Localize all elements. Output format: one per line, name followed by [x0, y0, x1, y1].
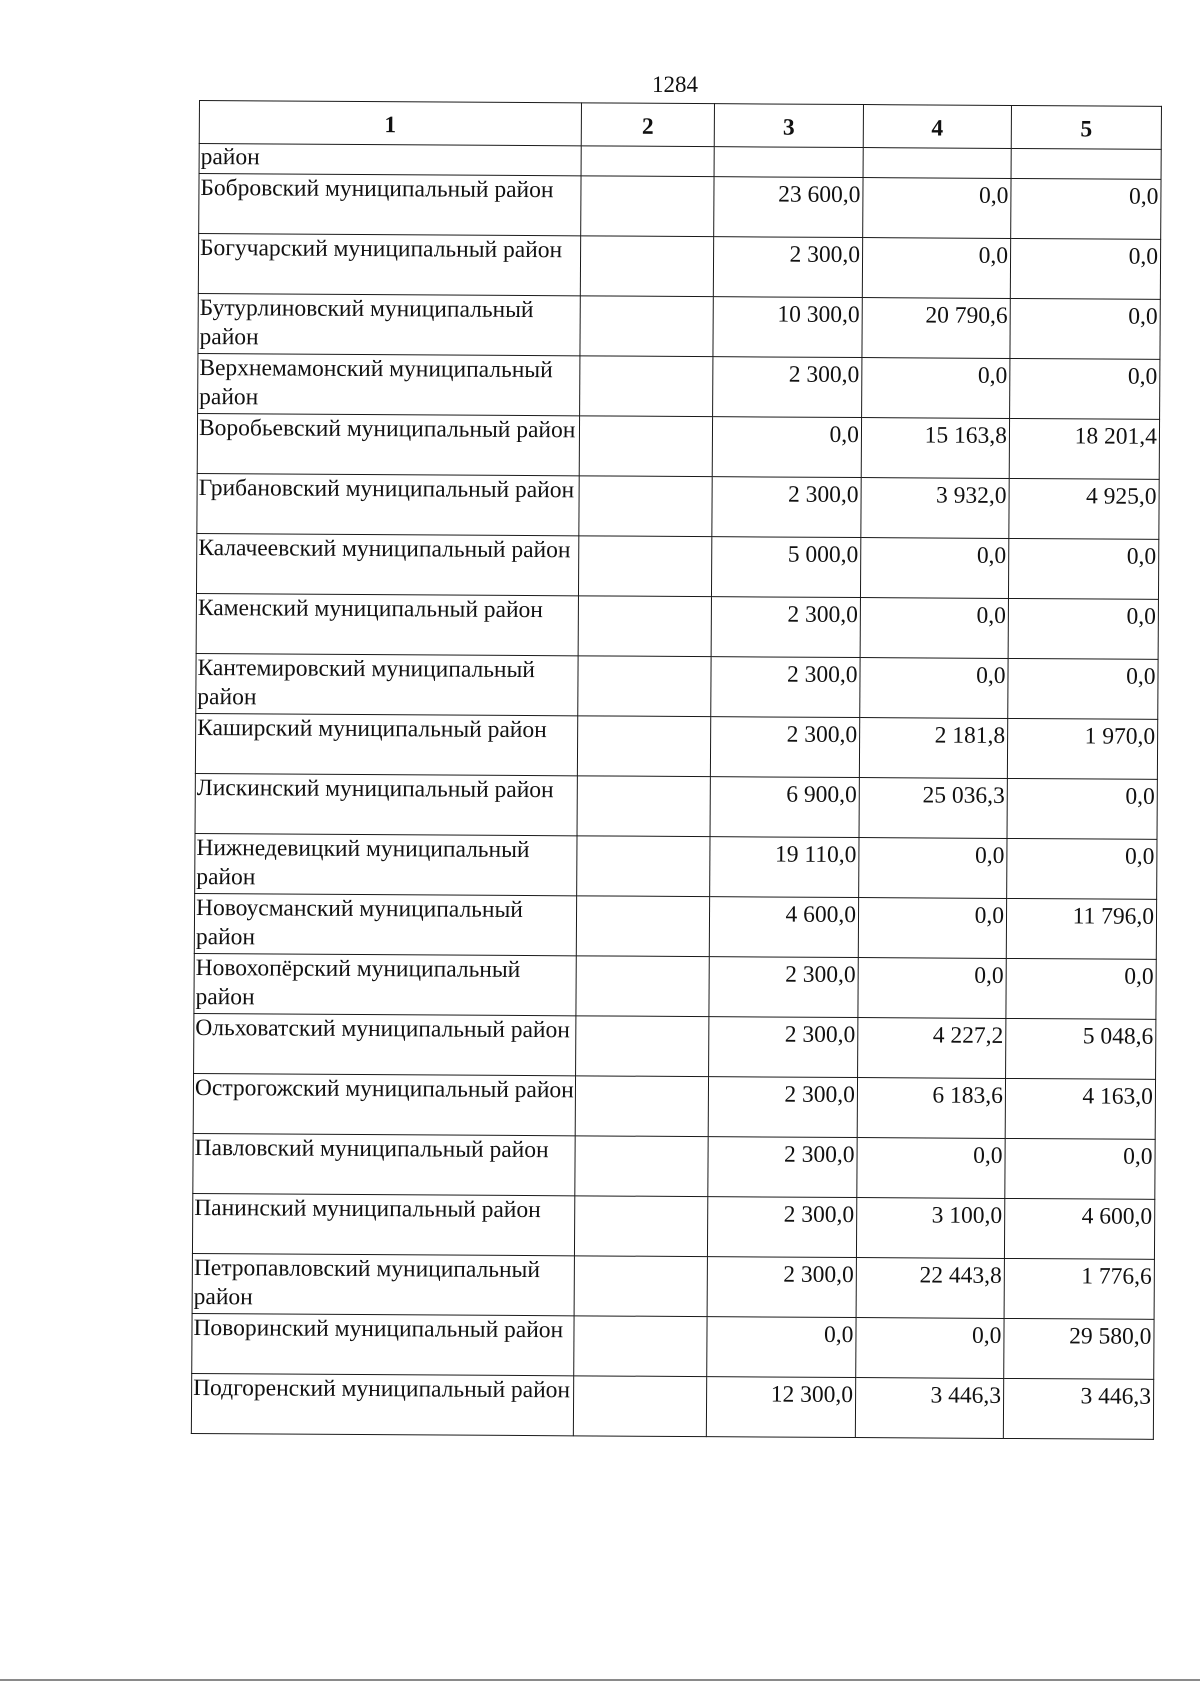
cell-col2 [577, 776, 710, 837]
cell-col4: 0,0 [860, 598, 1008, 659]
table-row [194, 1013, 1156, 1079]
cell-col3: 2 300,0 [708, 1077, 857, 1138]
cell-col2 [575, 1136, 708, 1197]
table-row [191, 1373, 1153, 1439]
cell-col2 [577, 716, 710, 777]
cell-col4: 25 036,3 [859, 778, 1007, 839]
table-row [192, 1193, 1154, 1259]
cell-name: Панинский муниципальный район [192, 1193, 574, 1255]
budget-table-container [191, 100, 1161, 1440]
cell-col4: 0,0 [856, 1318, 1004, 1379]
cell-col3: 2 300,0 [709, 957, 858, 1018]
cell-name: Каширский муниципальный район [195, 713, 577, 775]
cell-name: Поворинский муниципальный район [192, 1313, 574, 1375]
cell-col3: 0,0 [712, 417, 861, 478]
cell-col4: 0,0 [860, 658, 1008, 719]
cell-col3: 2 300,0 [708, 1137, 857, 1198]
cell-col2 [579, 416, 712, 477]
cell-col3: 4 600,0 [709, 897, 858, 958]
cell-name: Новохопёрский муниципальный район [194, 953, 576, 1015]
cell-col3: 2 300,0 [707, 1197, 856, 1258]
cell-col4: 22 443,8 [856, 1258, 1004, 1319]
cell-name: Острогожский муниципальный район [193, 1073, 575, 1135]
cell-col2 [576, 1016, 709, 1077]
cell-col4: 0,0 [858, 898, 1006, 959]
cell-name: Воробьевский муниципальный район [197, 413, 579, 475]
cell-col3: 2 300,0 [713, 357, 862, 418]
cell-col4: 4 227,2 [858, 1018, 1006, 1079]
cell-col3: 23 600,0 [714, 177, 863, 238]
cell-name: Петропавловский муниципальный район [192, 1253, 574, 1315]
cell-col3: 0,0 [707, 1317, 856, 1378]
cell-col2 [581, 146, 714, 177]
table-row [193, 1133, 1155, 1199]
page-number: 1284 [652, 72, 698, 97]
cell-col5: 1 970,0 [1007, 718, 1157, 779]
cell-col5: 1 776,6 [1004, 1258, 1154, 1319]
table-row [195, 713, 1157, 779]
cell-col4: 0,0 [859, 838, 1007, 899]
cell-col5: 5 048,6 [1006, 1018, 1156, 1079]
cell-col5: 3 446,3 [1003, 1378, 1153, 1439]
table-row [197, 413, 1159, 479]
cell-col5: 0,0 [1005, 1138, 1155, 1199]
cell-name: Новоусманский муниципальный район [194, 893, 576, 955]
cell-col3: 6 900,0 [710, 777, 859, 838]
cell-col2 [580, 296, 713, 357]
cell-name: Верхнемамонский муниципальный район [198, 353, 580, 415]
cell-col3 [714, 147, 863, 178]
cell-col5: 0,0 [1010, 238, 1160, 299]
table-row [192, 1313, 1154, 1379]
scan-edge-divider [0, 1679, 1200, 1681]
cell-col2 [578, 596, 711, 657]
cell-col4: 0,0 [860, 538, 1008, 599]
cell-col4: 3 446,3 [855, 1378, 1003, 1439]
cell-col5: 4 925,0 [1009, 478, 1159, 539]
cell-col5: 0,0 [1011, 178, 1161, 239]
cell-col2 [574, 1196, 707, 1257]
table-row [194, 953, 1156, 1019]
cell-col3: 2 300,0 [707, 1257, 856, 1318]
cell-col2 [577, 836, 710, 897]
cell-name: Калачеевский муниципальный район [196, 533, 578, 595]
cell-col2 [574, 1316, 707, 1377]
cell-col5: 4 600,0 [1004, 1198, 1154, 1259]
cell-name: Лискинский муниципальный район [195, 773, 577, 835]
cell-col4: 0,0 [857, 1138, 1005, 1199]
cell-name: Бобровский муниципальный район [199, 174, 581, 236]
cell-name: Бутурлиновский муниципальный район [198, 293, 580, 355]
table-row [198, 234, 1160, 300]
cell-name: Павловский муниципальный район [193, 1133, 575, 1195]
cell-col3: 2 300,0 [709, 1017, 858, 1078]
cell-col3: 2 300,0 [711, 597, 860, 658]
cell-name: район [199, 144, 581, 176]
cell-col2 [580, 356, 713, 417]
cell-col5: 4 163,0 [1005, 1078, 1155, 1139]
column-header-1: 1 [199, 101, 581, 146]
cell-col5: 0,0 [1008, 658, 1158, 719]
cell-col4 [863, 148, 1011, 179]
cell-name: Нижнедевицкий муниципальный район [195, 833, 577, 895]
cell-col4: 0,0 [863, 178, 1011, 239]
cell-col4: 0,0 [862, 238, 1010, 299]
cell-col5: 0,0 [1007, 778, 1157, 839]
cell-col4: 0,0 [858, 958, 1006, 1019]
cell-col5: 0,0 [1006, 958, 1156, 1019]
cell-col4: 3 932,0 [861, 478, 1009, 539]
cell-col5: 29 580,0 [1004, 1318, 1154, 1379]
table-row [192, 1253, 1154, 1319]
table-row [195, 773, 1157, 839]
table-row [197, 473, 1159, 539]
cell-col5: 11 796,0 [1006, 898, 1156, 959]
column-header-3: 3 [714, 104, 863, 148]
cell-col2 [578, 536, 711, 597]
cell-col4: 2 181,8 [859, 718, 1007, 779]
cell-col2 [573, 1376, 706, 1437]
table-row [199, 174, 1161, 240]
cell-col3: 2 300,0 [712, 477, 861, 538]
cell-col4: 15 163,8 [861, 418, 1009, 479]
cell-name: Подгоренский муниципальный район [191, 1373, 573, 1435]
column-header-5: 5 [1011, 105, 1161, 149]
cell-col3: 2 300,0 [713, 237, 862, 298]
column-header-2: 2 [581, 103, 714, 147]
cell-col3: 10 300,0 [713, 297, 862, 358]
cell-col2 [576, 896, 709, 957]
cell-col2 [576, 956, 709, 1017]
cell-col4: 3 100,0 [856, 1198, 1004, 1259]
cell-name: Ольховатский муниципальный район [194, 1013, 576, 1075]
table-row [196, 533, 1158, 599]
cell-col4: 20 790,6 [862, 298, 1010, 359]
table-body [191, 144, 1161, 1440]
cell-col2 [581, 176, 714, 237]
table-row [195, 833, 1157, 899]
table-row [196, 593, 1158, 659]
cell-col5: 0,0 [1008, 538, 1158, 599]
cell-col3: 2 300,0 [710, 717, 859, 778]
table-header [199, 101, 1161, 150]
cell-name: Богучарский муниципальный район [198, 234, 580, 296]
table-row [196, 653, 1158, 719]
table-row [193, 1073, 1155, 1139]
cell-col5: 0,0 [1010, 358, 1160, 419]
cell-col4: 6 183,6 [857, 1078, 1005, 1139]
cell-col5: 18 201,4 [1009, 418, 1159, 479]
cell-col5 [1011, 148, 1161, 179]
cell-col2 [580, 236, 713, 297]
cell-col5: 0,0 [1007, 838, 1157, 899]
table-row [198, 293, 1160, 359]
cell-col4: 0,0 [862, 358, 1010, 419]
column-header-4: 4 [863, 105, 1011, 149]
cell-col5: 0,0 [1008, 598, 1158, 659]
cell-col3: 2 300,0 [711, 657, 860, 718]
cell-col3: 12 300,0 [706, 1377, 855, 1438]
cell-col2 [574, 1256, 707, 1317]
cell-col2 [575, 1076, 708, 1137]
header-row [199, 101, 1161, 150]
cell-name: Грибановский муниципальный район [197, 473, 579, 535]
cell-col3: 19 110,0 [710, 837, 859, 898]
cell-name: Каменский муниципальный район [196, 593, 578, 655]
cell-col3: 5 000,0 [711, 537, 860, 598]
table-row [194, 893, 1156, 959]
cell-name: Кантемировский муниципальный район [196, 653, 578, 715]
budget-table [191, 100, 1162, 1440]
cell-col2 [579, 476, 712, 537]
cell-col2 [578, 656, 711, 717]
table-row [198, 353, 1160, 419]
cell-col5: 0,0 [1010, 298, 1160, 359]
